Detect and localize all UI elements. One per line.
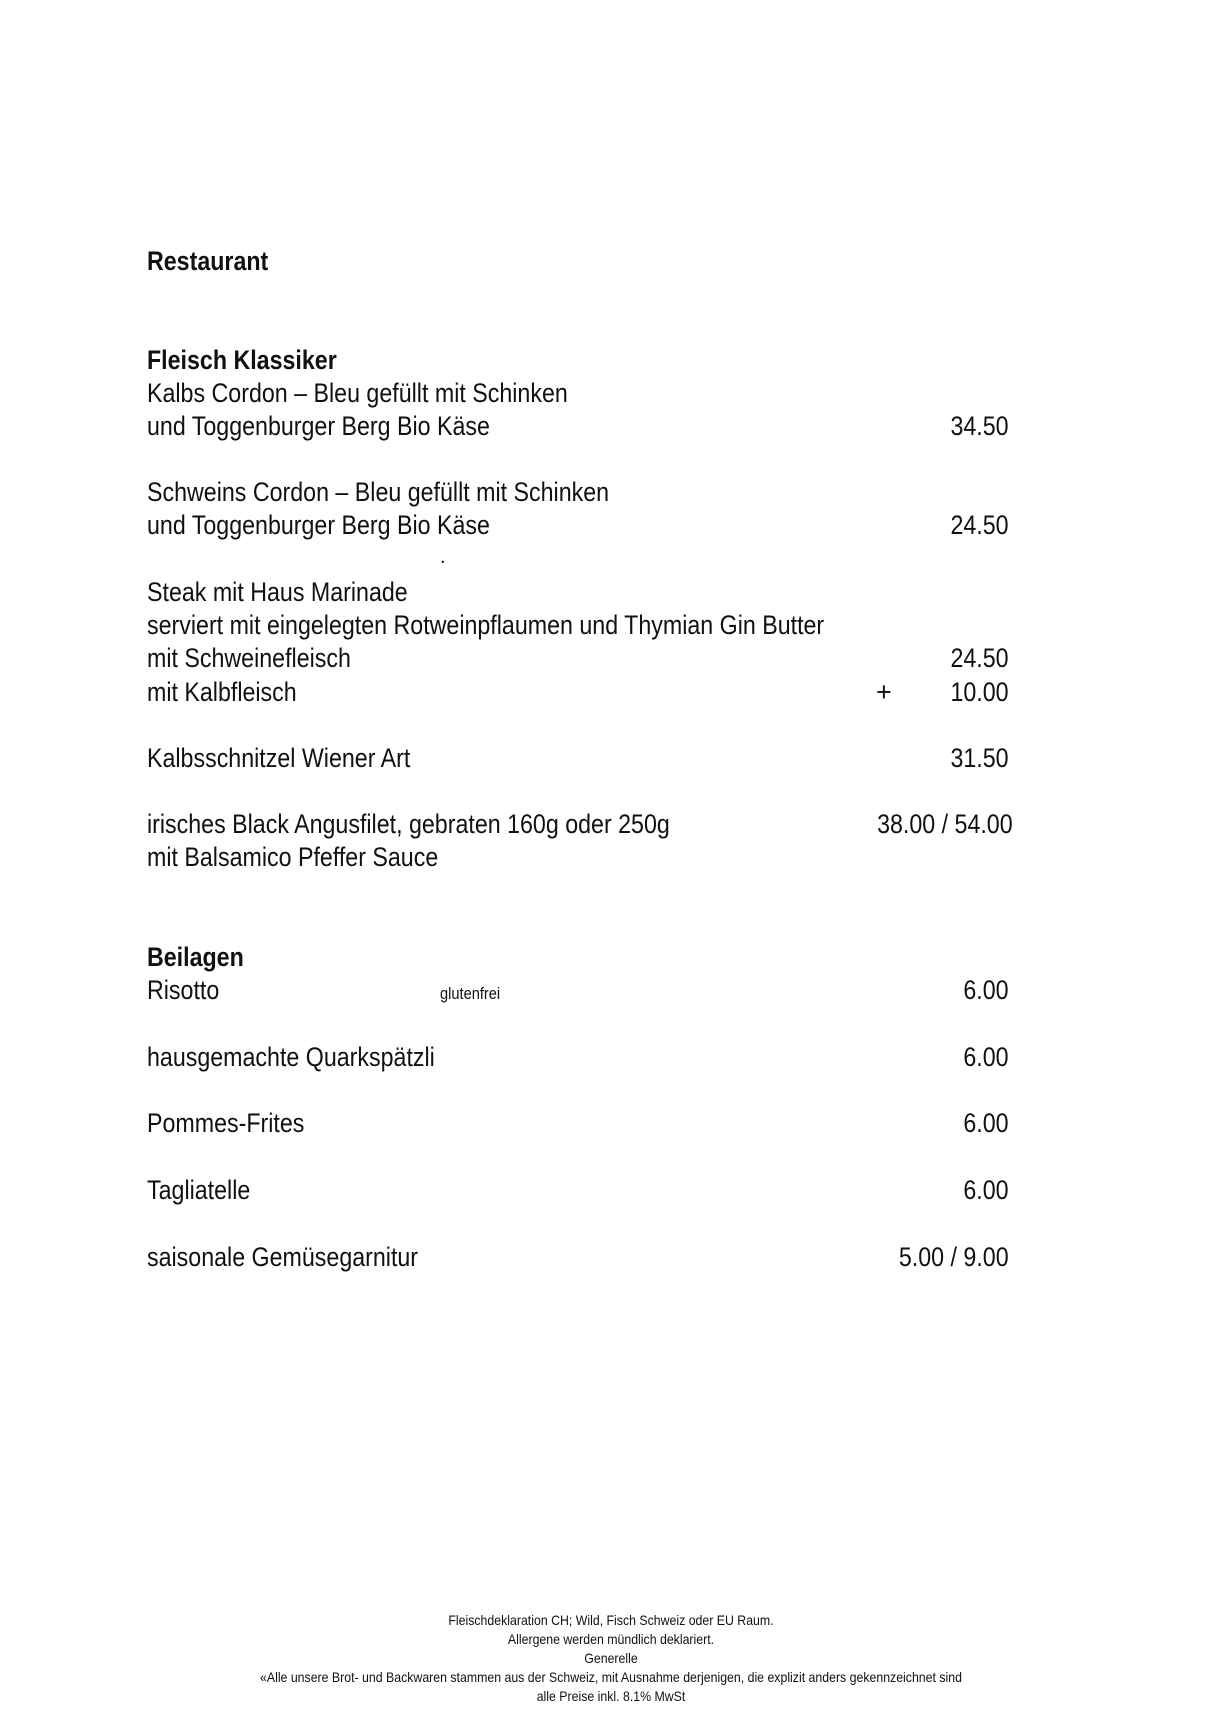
stray-dot: . bbox=[440, 546, 446, 568]
pommes-price: 6.00 bbox=[963, 1108, 1009, 1138]
angus-name: irisches Black Angusfilet, gebraten 160g oder 250g bbox=[147, 809, 670, 839]
risotto-price: 6.00 bbox=[963, 975, 1009, 1005]
footer-notes bbox=[0, 1611, 1222, 1706]
spaetzli-price: 6.00 bbox=[963, 1042, 1009, 1072]
steak-description: serviert mit eingelegten Rotweinpflaumen und Thymian Gin Butter bbox=[147, 610, 825, 640]
schweins-cordon-description: und Toggenburger Berg Bio Käse bbox=[147, 510, 490, 540]
footer-bread-origin: «Alle unsere Brot- und Backwaren stammen aus der Schweiz, mit Ausnahme derjenigen, die explizit anders gekennzeichnet sind bbox=[260, 1669, 962, 1685]
section-heading-beilagen: Beilagen bbox=[147, 942, 244, 972]
page-title: Restaurant bbox=[147, 246, 269, 276]
risotto-glutenfree-note: glutenfrei bbox=[440, 984, 501, 1003]
risotto-name: Risotto bbox=[147, 975, 220, 1005]
steak-kalb-label: mit Kalbfleisch bbox=[147, 677, 297, 707]
pommes-name: Pommes-Frites bbox=[147, 1108, 305, 1138]
footer-vat-note: alle Preise inkl. 8.1% MwSt bbox=[536, 1688, 686, 1704]
footer-allergens: Allergene werden mündlich deklariert. bbox=[507, 1631, 715, 1647]
schnitzel-price: 31.50 bbox=[950, 743, 1009, 773]
schweins-cordon-price: 24.50 bbox=[950, 510, 1009, 540]
tagliatelle-price: 6.00 bbox=[963, 1175, 1009, 1205]
kalbs-cordon-description: und Toggenburger Berg Bio Käse bbox=[147, 411, 490, 441]
spaetzli-name: hausgemachte Quarkspätzli bbox=[147, 1042, 435, 1072]
section-heading-fleisch: Fleisch Klassiker bbox=[147, 345, 337, 375]
steak-kalb-price: 10.00 bbox=[950, 677, 1009, 707]
kalbs-cordon-price: 34.50 bbox=[950, 411, 1009, 441]
footer-meat-declaration: Fleischdeklaration CH; Wild, Fisch Schweiz oder EU Raum. bbox=[448, 1612, 774, 1628]
tagliatelle-name: Tagliatelle bbox=[147, 1175, 251, 1205]
gemuese-name: saisonale Gemüsegarnitur bbox=[147, 1242, 419, 1272]
steak-schwein-label: mit Schweinefleisch bbox=[147, 643, 351, 673]
schnitzel-name: Kalbsschnitzel Wiener Art bbox=[147, 743, 411, 773]
angus-price: 38.00 / 54.00 bbox=[877, 809, 1013, 839]
steak-schwein-price: 24.50 bbox=[950, 643, 1009, 673]
steak-name: Steak mit Haus Marinade bbox=[147, 577, 408, 607]
schweins-cordon-name: Schweins Cordon – Bleu gefüllt mit Schinken bbox=[147, 477, 610, 507]
kalbs-cordon-name: Kalbs Cordon – Bleu gefüllt mit Schinken bbox=[147, 378, 568, 408]
gemuese-price: 5.00 / 9.00 bbox=[899, 1242, 1009, 1272]
footer-general: Generelle bbox=[584, 1650, 638, 1666]
angus-description: mit Balsamico Pfeffer Sauce bbox=[147, 842, 439, 872]
steak-kalb-plus: + bbox=[876, 677, 892, 707]
